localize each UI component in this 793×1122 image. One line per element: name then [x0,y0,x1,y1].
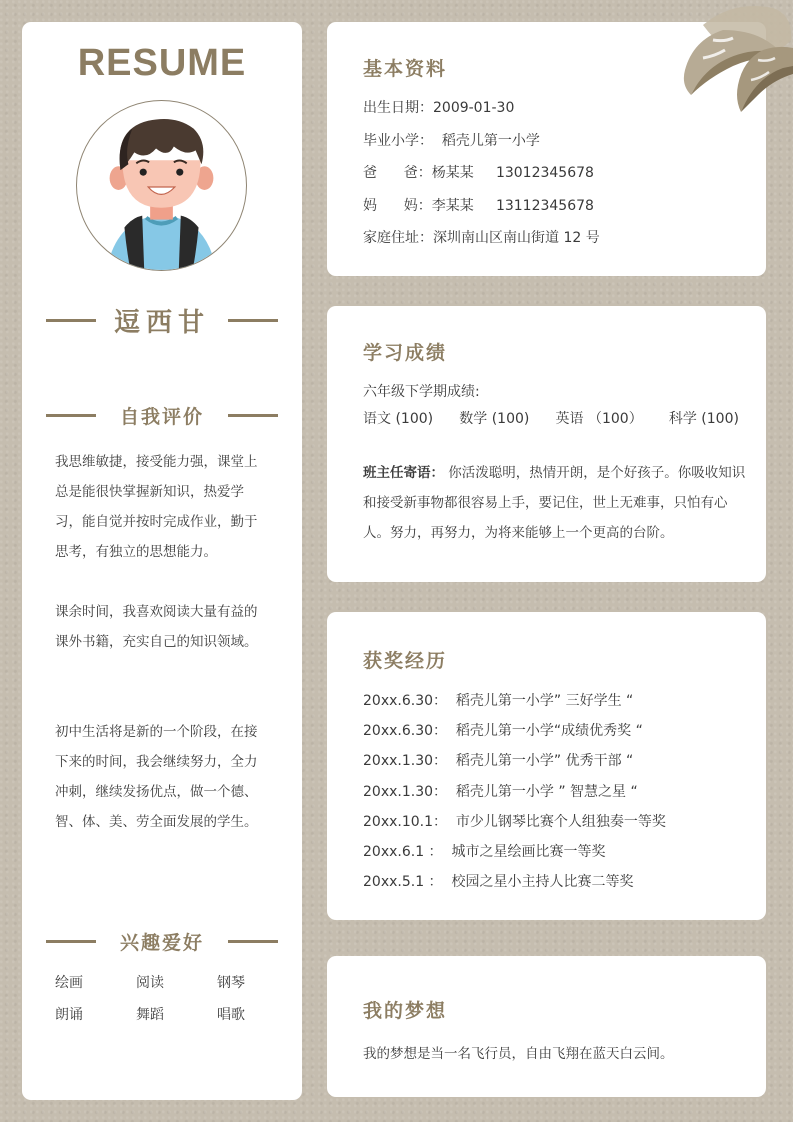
boy-avatar-illustration [77,101,246,270]
grades-body [363,380,746,548]
resume-title: RESUME [77,42,247,84]
divider-line [46,940,96,943]
score-chinese: 语文 (100) [363,411,434,427]
award-item: 20xx.10.1： 市少儿钢琴比赛个人组独奏一等奖 [363,813,666,830]
hobby-item: 朗诵 [55,1007,83,1023]
basic-info-title: 基本资料 [363,58,448,80]
teacher-comment-label: 班主任寄语： [363,465,444,481]
student-name: 逗西甘 [113,308,210,338]
score-list [363,408,739,428]
hobby-item: 舞蹈 [136,1007,164,1023]
award-item: 20xx.6.30： 稻壳儿第一小学” 三好学生 “ [363,693,634,709]
hobbies-heading [46,928,278,955]
award-item: 20xx.1.30： 稻壳儿第一小学” 优秀干部 “ [363,753,634,770]
basic-info-card [327,22,766,276]
avatar [76,100,247,271]
teacher-comment-text: 你活泼聪明，热情开朗，是个好孩子。你吸收知识和接受新事物都很容易上手，要记住，世上无难事，只怕有心人。努力，再努力，为将来能够上一个更高的台阶。 [363,465,746,541]
self-eval-paragraph: 初中生活将是新的一个阶段，在接下来的时间，我会继续努力，全力冲刺，继续发扬优点，做一个德、智、体、美、劳全面发展的学生。 [55,724,258,830]
award-item: 20xx.6.1 ： 城市之星绘画比赛一等奖 [363,843,606,860]
awards-card [327,612,766,920]
divider-line [46,319,96,322]
hobby-item: 绘画 [55,975,83,991]
profile-sidebar [22,22,302,1100]
score-math: 数学 (100) [459,411,530,427]
mother-row: 妈 妈：李某某 13112345678 [363,197,594,214]
birthdate-row: 出生日期：2009-01-30 [363,100,515,116]
award-item: 20xx.6.30： 稻壳儿第一小学“成绩优秀奖 “ [363,723,643,740]
hobby-item: 钢琴 [217,975,245,991]
score-english: 英语 （100） [555,411,643,427]
self-eval-paragraph: 我思维敏捷，接受能力强，课堂上总是能很快掌握新知识，热爱学习，能自觉并按时完成作业，勤于思考，有独立的思想能力。 [55,454,258,560]
grades-title: 学习成绩 [363,342,448,364]
dream-title: 我的梦想 [363,1000,448,1022]
school-row: 毕业小学： 稻壳儿第一小学 [363,132,540,149]
award-item: 20xx.5.1 ： 校园之星小主持人比赛二等奖 [363,874,634,891]
awards-list [363,686,746,897]
award-item: 20xx.1.30： 稻壳儿第一小学 ” 智慧之星 “ [363,783,638,800]
term-label: 六年级下学期成绩: [363,384,480,400]
hobbies-list [55,972,275,1026]
divider-line [228,940,278,943]
divider-line [228,319,278,322]
section-label: 自我评价 [119,406,204,428]
grades-card [327,306,766,582]
divider-line [228,414,278,417]
awards-title: 获奖经历 [363,650,448,672]
self-evaluation-heading [46,402,278,429]
hobby-item: 阅读 [136,975,164,991]
dream-text: 我的梦想是当一名飞行员，自由飞翔在蓝天白云间。 [363,1046,674,1062]
teacher-comment [363,458,746,548]
section-label: 兴趣爱好 [119,932,204,954]
score-science: 科学 (100) [668,411,739,427]
hobby-item: 唱歌 [217,1007,245,1023]
self-eval-paragraph: 课余时间，我喜欢阅读大量有益的课外书籍，充实自己的知识领域。 [55,604,258,650]
basic-info-list [363,92,746,255]
divider-line [46,414,96,417]
father-row: 爸 爸：杨某某 13012345678 [363,165,594,182]
name-heading [46,302,278,339]
address-row: 家庭住址：深圳南山区南山街道 12 号 [363,230,600,247]
dream-card [327,956,766,1097]
